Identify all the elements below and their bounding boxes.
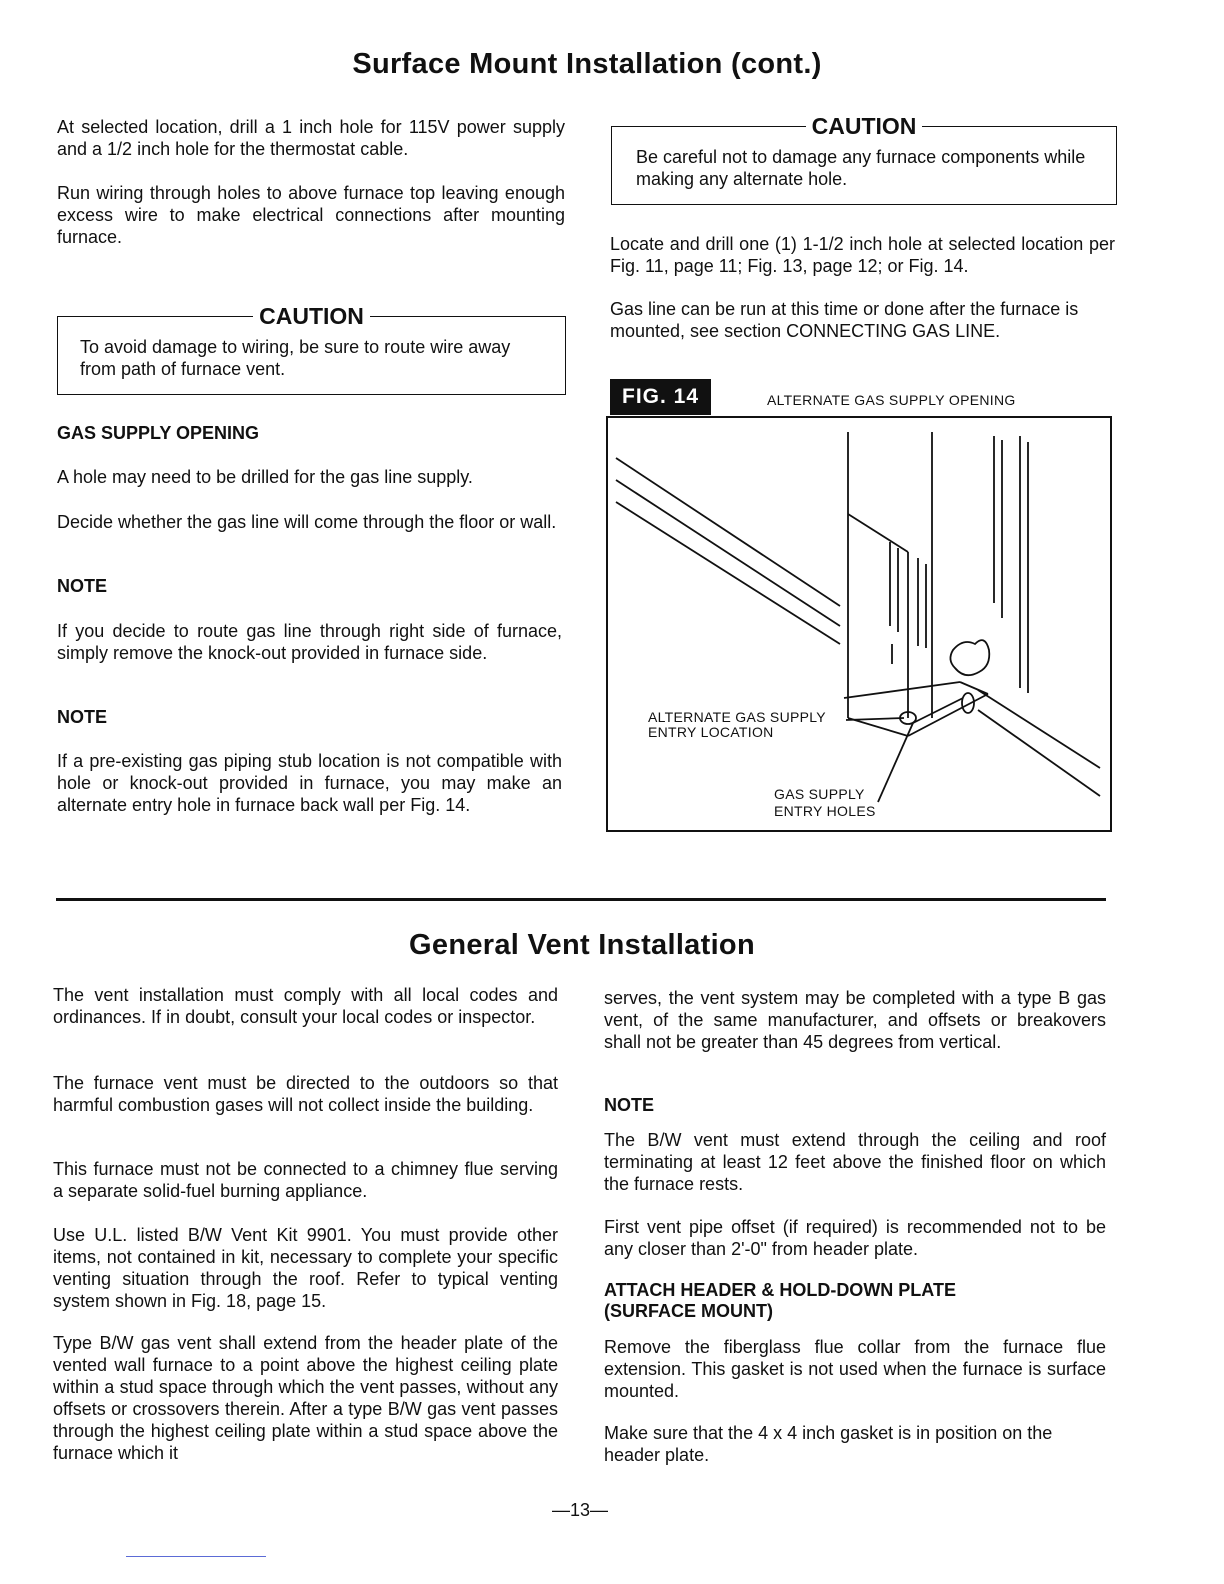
paragraph-run-wiring: Run wiring through holes to above furnace top leaving enough excess wire to make electrical connections after mounting furnace. <box>57 183 565 247</box>
paragraph-type-bw: Type B/W gas vent shall extend from the header plate of the vented wall furnace to a point above the highest ceiling plate within a stud space through which the vent passes, without any offsets or crossovers therein. After a type B/W gas vent passes through the highest ceiling plate within a stud space above the furnace which it <box>53 1333 558 1463</box>
note-heading-vent: NOTE <box>604 1095 655 1115</box>
furnace-diagram <box>608 418 1112 832</box>
box-edge <box>848 514 908 552</box>
caution-rule-left <box>612 126 806 127</box>
paragraph-locate-drill: Locate and drill one (1) 1-1/2 inch hole at selected location per Fig. 11, page 11; Fig. 13, page 12; or Fig. 14. <box>610 234 1115 276</box>
paragraph-remove-collar: Remove the fiberglass flue collar from the furnace flue extension. This gasket is not used when the furnace is surface mounted. <box>604 1337 1106 1401</box>
figure-frame <box>606 416 1112 832</box>
paragraph-floor-or-wall: Decide whether the gas line will come through the floor or wall. <box>57 512 557 532</box>
paragraph-vent-outdoors: The furnace vent must be directed to the outdoors so that harmful combustion gases will not collect inside the building. <box>53 1073 558 1115</box>
figure-tag: FIG. 14 <box>610 379 711 415</box>
gas-supply-heading: GAS SUPPLY OPENING <box>57 423 260 443</box>
heading-attach-header <box>604 1280 956 1322</box>
paragraph-bw-ceiling: The B/W vent must extend through the ceiling and roof terminating at least 12 feet above the finished floor on which the furnace rests. <box>604 1130 1106 1194</box>
section-divider <box>56 898 1106 901</box>
label-gas-supply-holes <box>774 786 876 820</box>
paragraph-gas-line: Gas line can be run at this time or done after the furnace is mounted, see section CONNECTING GAS LINE. <box>610 299 1079 341</box>
floor-line <box>960 682 988 694</box>
leader-line <box>878 723 913 802</box>
rail-line <box>616 480 840 626</box>
page-title: Surface Mount Installation (cont.) <box>352 48 822 80</box>
floor-line <box>908 694 988 736</box>
floor-line <box>978 690 1100 768</box>
label-gas-supply-holes-line2: ENTRY HOLES <box>774 803 876 819</box>
label-alternate-entry-line1: ALTERNATE GAS SUPPLY <box>648 709 826 725</box>
caution-text-wiring: To avoid damage to wiring, be sure to route wire away from path of furnace vent. <box>80 337 511 379</box>
caution-rule-right <box>922 126 1116 127</box>
caution-rule-left <box>58 316 253 317</box>
caution-rule-right <box>370 316 565 317</box>
rail-line <box>616 458 840 606</box>
caution-text-components: Be careful not to damage any furnace components while making any alternate hole. <box>636 147 1086 189</box>
paragraph-preexisting-stub: If a pre-existing gas piping stub location is not compatible with hole or knock-out provided in furnace, you may make an alternate entry hole in furnace back wall per Fig. 14. <box>57 751 562 815</box>
label-alternate-entry <box>648 710 826 740</box>
floor-line <box>844 682 960 698</box>
floor-line <box>978 710 1100 796</box>
paragraph-gasket: Make sure that the 4 x 4 inch gasket is in position on the header plate. <box>604 1423 1053 1465</box>
caution-title: CAUTION <box>806 114 923 138</box>
paragraph-vent-completed: serves, the vent system may be completed with a type B gas vent, of the same manufacturer, and offsets or breakovers shall not be greater than 45 degrees from vertical. <box>604 988 1106 1052</box>
paragraph-vent-codes: The vent installation must comply with all local codes and ordinances. If in doubt, consult your local codes or inspector. <box>53 985 558 1027</box>
paragraph-vent-kit: Use U.L. listed B/W Vent Kit 9901. You must provide other items, not contained in kit, necessary to complete your specific venting situation through the roof. Refer to typical venting system shown in Fig. 18, page 15. <box>53 1225 558 1311</box>
rail-line <box>616 502 840 644</box>
paragraph-hole-needed: A hole may need to be drilled for the gas line supply. <box>57 467 473 487</box>
heading-attach-header-line1: ATTACH HEADER & HOLD-DOWN PLATE <box>604 1280 956 1300</box>
note-heading-1: NOTE <box>57 576 108 596</box>
paragraph-drill-holes: At selected location, drill a 1 inch hole for 115V power supply and a 1/2 inch hole for the thermostat cable. <box>57 117 565 159</box>
footer-line <box>126 1556 266 1557</box>
paragraph-knockout: If you decide to route gas line through right side of furnace, simply remove the knock-out provided in furnace side. <box>57 621 562 663</box>
leader-line <box>846 718 904 720</box>
heading-attach-header-line2: (SURFACE MOUNT) <box>604 1301 773 1321</box>
section-title-vent: General Vent Installation <box>409 929 755 961</box>
figure-caption: ALTERNATE GAS SUPPLY OPENING <box>767 392 1016 408</box>
caution-box-wiring <box>57 303 566 395</box>
caution-box-components <box>611 113 1117 205</box>
floor-line <box>848 718 908 736</box>
label-alternate-entry-line2: ENTRY LOCATION <box>648 724 774 740</box>
note-heading-2: NOTE <box>57 707 108 727</box>
paragraph-chimney: This furnace must not be connected to a chimney flue serving a separate solid-fuel burning appliance. <box>53 1159 558 1201</box>
entry-hole-shape <box>950 640 989 675</box>
paragraph-offset: First vent pipe offset (if required) is recommended not to be any closer than 2'-0" from header plate. <box>604 1217 1106 1259</box>
caution-title: CAUTION <box>253 304 370 328</box>
label-gas-supply-holes-line1: GAS SUPPLY <box>774 786 865 802</box>
page-number: —13— <box>551 1500 609 1520</box>
